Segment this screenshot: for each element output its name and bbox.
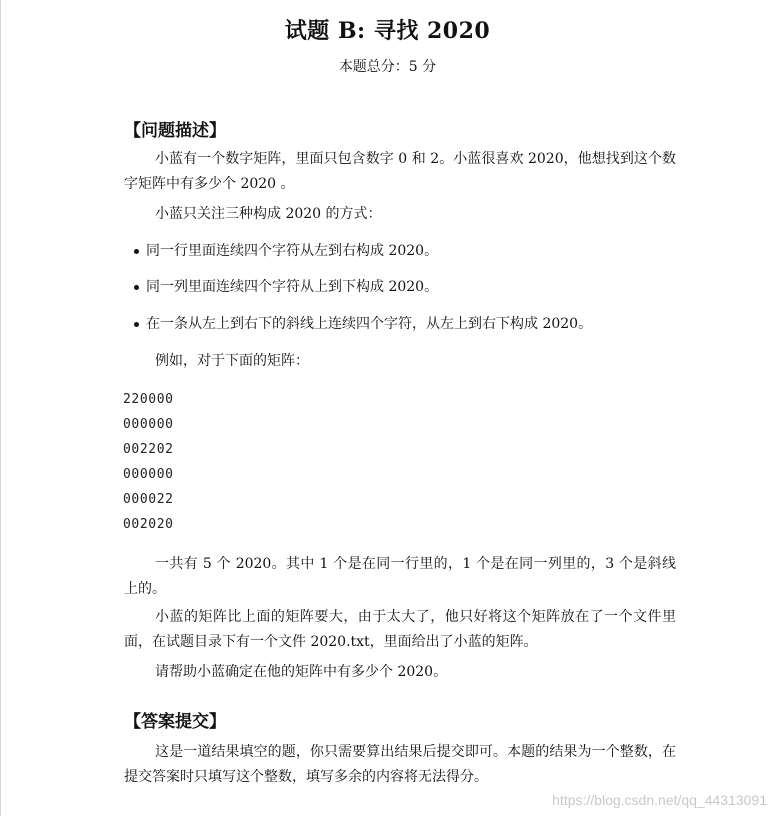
example-intro-paragraph: 例如，对于下面的矩阵：: [155, 353, 309, 369]
question-paragraph: 请帮助小蓝确定在他的矩阵中有多少个 2020。: [155, 664, 448, 680]
bullet-item-diagonal: [146, 313, 592, 335]
example-result-paragraph: 一共有 5 个 2020。其中 1 个是在同一行里的，1 个是在同一列里的，3 个是斜线上的。: [124, 556, 676, 597]
bullet-item-row-text: 同一行里面连续四个字符从左到右构成 2020。: [146, 243, 439, 259]
problem-description-heading: 【问题描述】: [124, 121, 226, 141]
matrix-row: 000022: [123, 492, 174, 507]
problem-score: 本题总分：5 分: [338, 59, 437, 75]
matrix-row: 000000: [123, 417, 174, 432]
bullet-item-diagonal-text: 在一条从左上到右下的斜线上连续四个字符，从左上到右下构成 2020。: [146, 316, 593, 332]
matrix-row: 220000: [123, 392, 174, 407]
matrix-row: 002202: [123, 442, 174, 457]
bullet-item-column: [146, 276, 438, 298]
bullet-dot-icon: [134, 249, 139, 254]
bullet-dot-icon: [134, 285, 139, 290]
page-left-border: [0, 0, 1, 816]
file-note-paragraph: 小蓝的矩阵比上面的矩阵要大，由于太大了，他只好将这个矩阵放在了一个文件里面，在试题目录下有一个文件 2020.txt，里面给出了小蓝的矩阵。: [124, 609, 676, 650]
bullet-dot-icon: [134, 322, 139, 327]
problem-title: 试题 B: 寻找 2020: [284, 18, 491, 44]
matrix-row: 000000: [123, 467, 174, 482]
matrix-row: 002020: [123, 517, 174, 532]
answer-instructions-paragraph: 这是一道结果填空的题，你只需要算出结果后提交即可。本题的结果为一个整数，在提交答案时只填写这个整数，填写多余的内容将无法得分。: [124, 744, 676, 785]
problem-intro-paragraph: 小蓝有一个数字矩阵，里面只包含数字 0 和 2。小蓝很喜欢 2020，他想找到这个数字矩阵中有多少个 2020 。: [124, 151, 676, 192]
bullet-item-row: [146, 240, 438, 262]
bullet-item-column-text: 同一列里面连续四个字符从上到下构成 2020。: [146, 279, 439, 295]
answer-submission-heading: 【答案提交】: [124, 712, 226, 732]
csdn-watermark: https://blog.csdn.net/qq_44313091: [552, 792, 767, 808]
ways-intro-paragraph: 小蓝只关注三种构成 2020 的方式：: [155, 206, 382, 222]
